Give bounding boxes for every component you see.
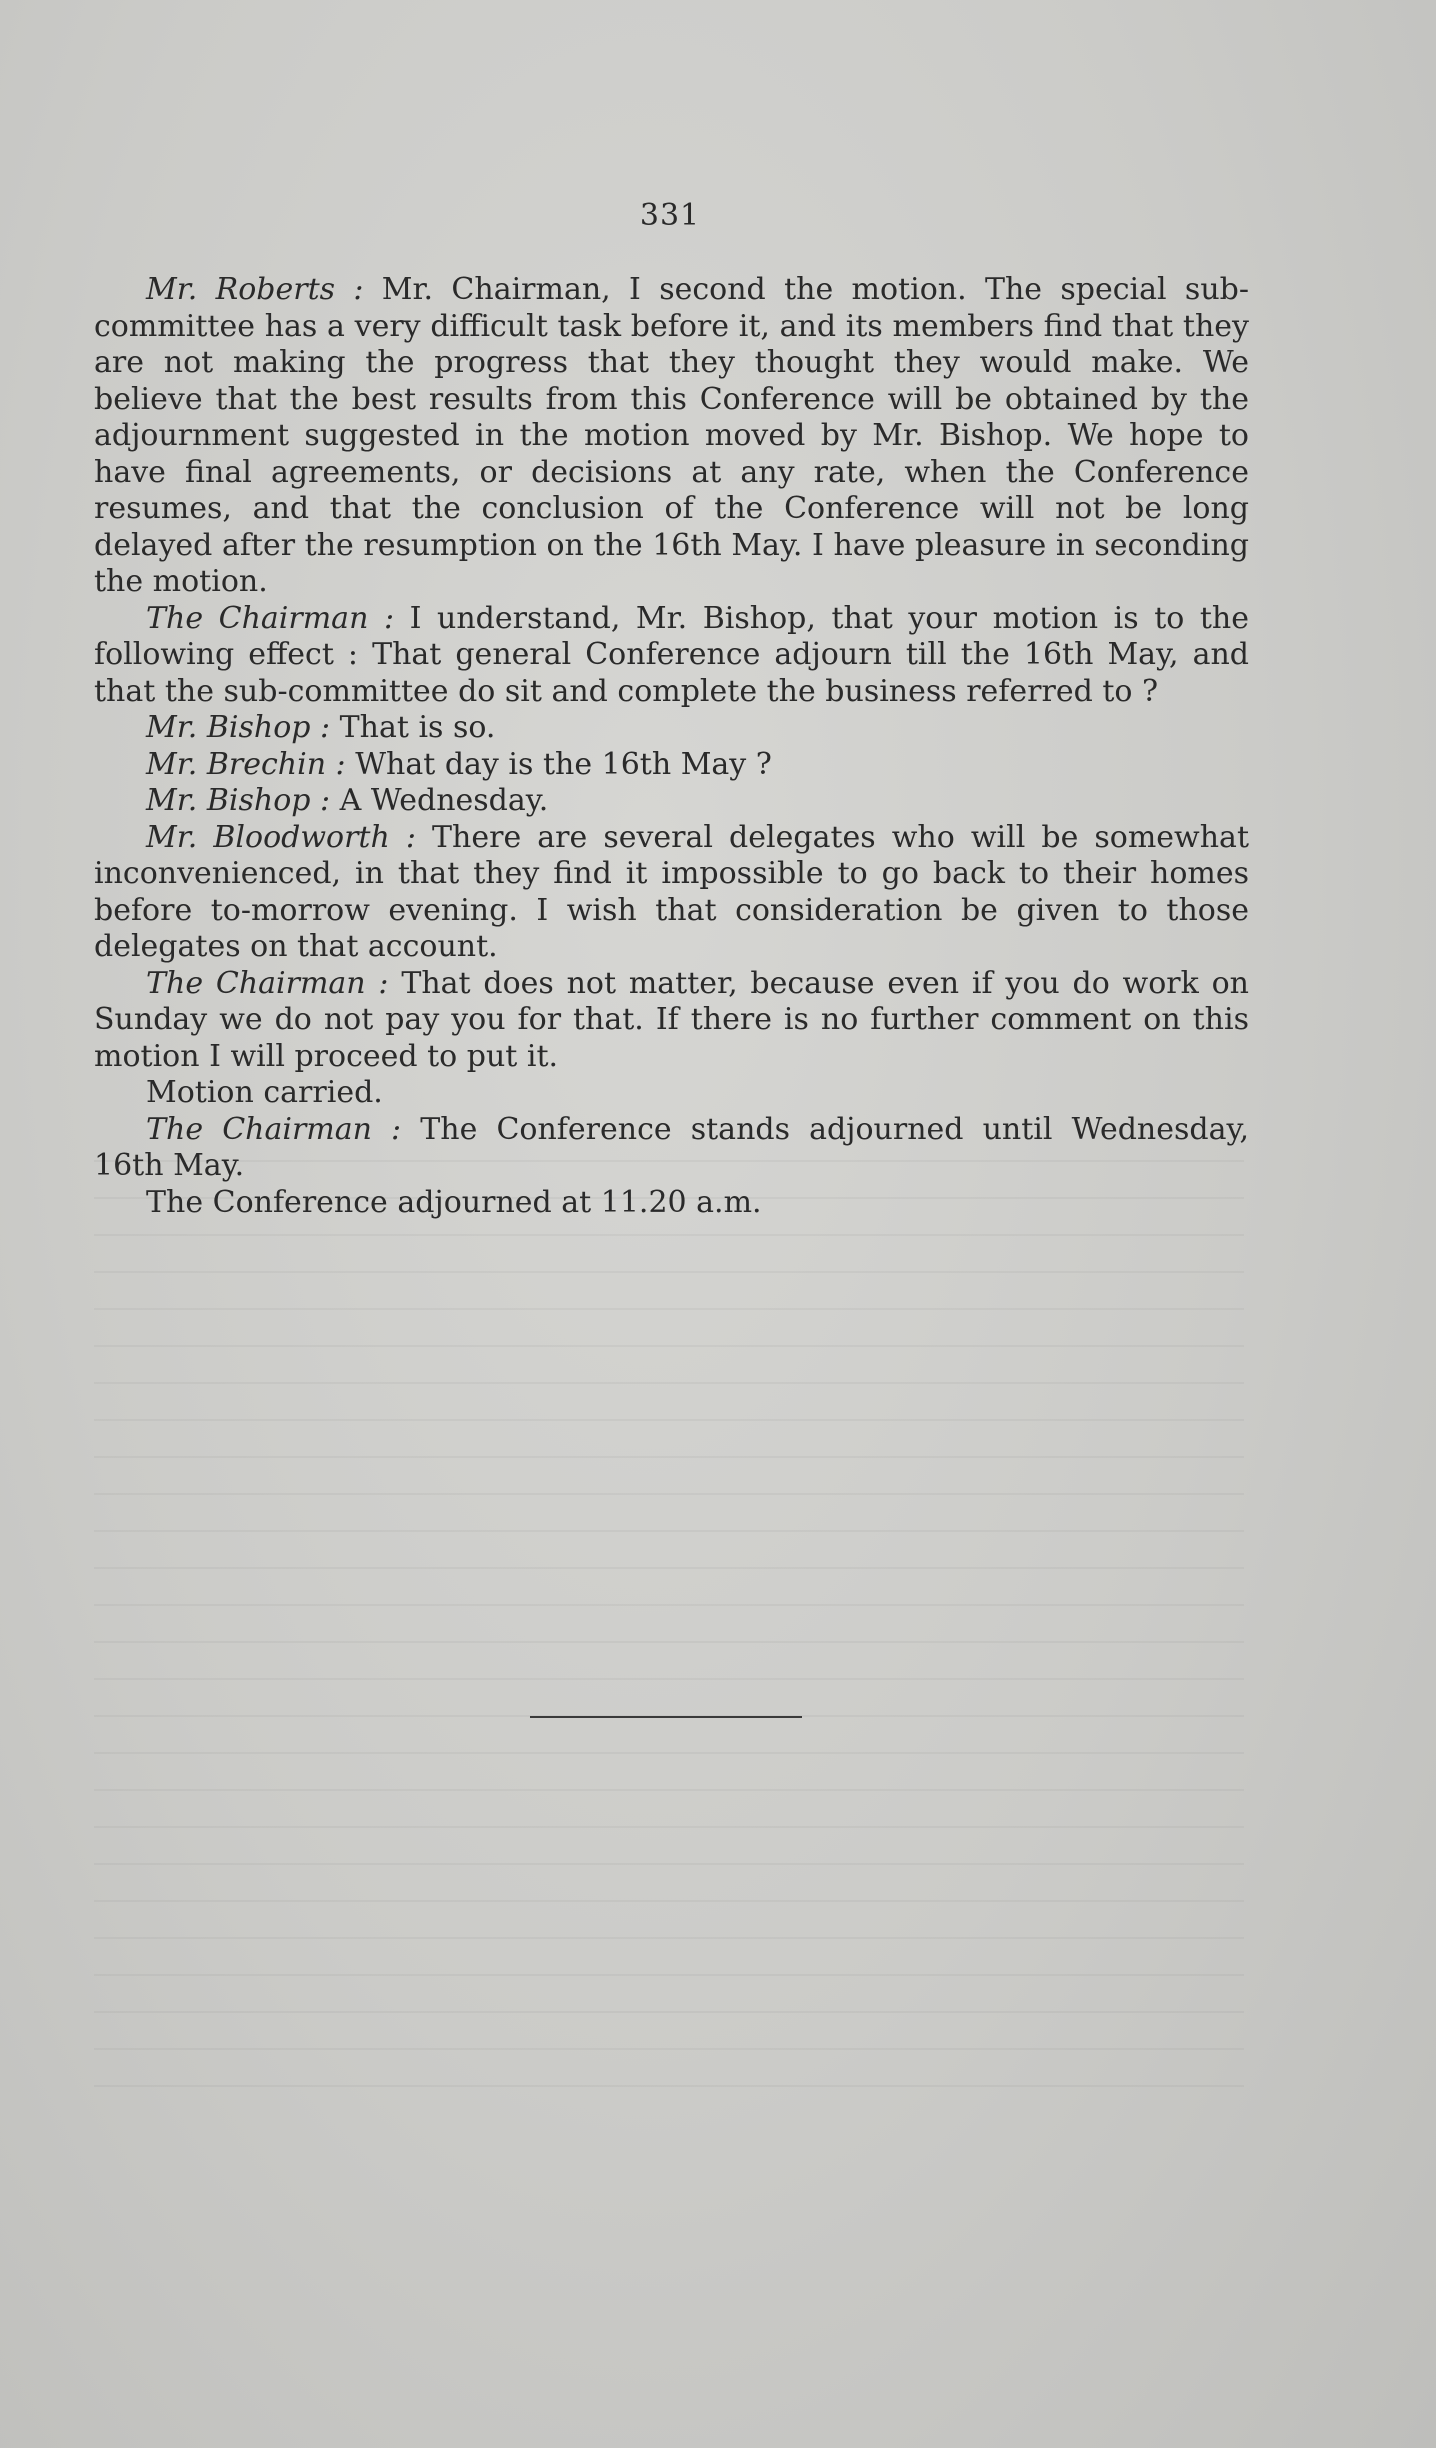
paragraph-bloodworth-concern [94,820,1249,966]
paragraph-text: What day is the 16th May ? [345,746,772,782]
paragraph-text: The Conference adjourned at 11.20 a.m. [146,1184,762,1220]
speaker-label: Mr. Bishop : [146,710,331,745]
paragraph-text: That is so. [330,710,496,745]
paragraph-chairman-motion [94,601,1249,711]
paragraph-text: I understand, Mr. Bishop, that your motion is to the following effect : That general Conference adjourn till the 16th May, and that the sub-committee do sit and complete the business referred to ? [94,600,1250,709]
paragraph-motion-carried [94,1075,1249,1112]
paragraph-chairman-reply [94,966,1249,1076]
page-number: 331 [639,198,701,233]
speaker-label: Mr. Bishop : [146,783,331,818]
bleed-through-shadow [94,1160,1244,2100]
paragraph-bishop-answer [94,783,1249,820]
speaker-label: Mr. Brechin : [146,746,346,782]
paragraph-text: A Wednesday. [330,783,549,818]
paragraph-brechin-question [94,747,1249,784]
speaker-label: The Chairman : [146,1111,402,1147]
paragraph-adjourned-time [94,1185,1249,1222]
speaker-label: Mr. Bloodworth : [146,819,416,855]
speaker-label: Mr. Roberts : [146,272,364,307]
speaker-label: The Chairman : [146,965,389,1001]
paragraph-text: The Conference stands adjourned until Wednesday, 16th May. [94,1111,1249,1183]
paragraph-text: Mr. Chairman, I second the motion. The special sub-committee has a very difficult task before it, and its members find that they are not making the progress that they thought they would make. We believe that the best results from this Conference will be obtained by the adjournment suggested in the motion moved by Mr. Bishop. We hope to have final agreements, or decisions at any rate, when the Conference resumes, and that the conclusion of the Conference will not be long delayed after the resumption on the 16th May. I have pleasure in seconding the motion. [94,272,1249,599]
paragraph-chairman-adjourn [94,1112,1249,1185]
paragraph-bishop-confirm [94,710,1249,747]
paragraph-text: There are several delegates who will be somewhat inconvenienced, in that they find it impossible to go back to their homes before to-morrow evening. I wish that consideration be given to those delegates on that account. [94,819,1249,964]
paragraph-text: Motion carried. [146,1075,383,1110]
speaker-label: The Chairman : [146,600,395,636]
section-divider-rule [530,1716,802,1718]
proceedings-text [94,272,1249,1221]
paragraph-text: That does not matter, because even if you do work on Sunday we do not pay you for that. If there is no further comment on this motion I will proceed to put it. [94,965,1249,1074]
paragraph-roberts-seconding [94,272,1249,601]
